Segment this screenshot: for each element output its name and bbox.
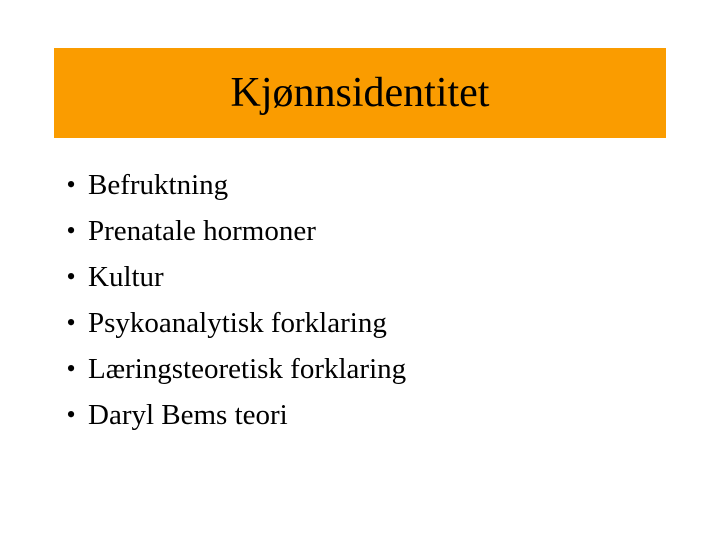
bullet-item <box>54 162 406 208</box>
bullet-text: Læringsteoretisk forklaring <box>88 352 407 385</box>
bullet-text: Befruktning <box>88 168 229 201</box>
bullet-text: Daryl Bems teori <box>88 398 288 431</box>
slide-title: Kjønnsidentitet <box>230 70 490 116</box>
bullet-item <box>54 254 406 300</box>
bullet-item <box>54 346 406 392</box>
bullet-icon: • <box>66 216 76 245</box>
bullet-icon: • <box>66 354 76 383</box>
bullet-item <box>54 300 406 346</box>
bullet-item <box>54 392 406 438</box>
bullet-icon: • <box>66 262 76 291</box>
bullet-text: Psykoanalytisk forklaring <box>88 306 387 339</box>
bullet-list <box>54 162 406 438</box>
bullet-text: Prenatale hormoner <box>88 214 316 247</box>
title-banner <box>54 48 666 138</box>
bullet-icon: • <box>66 400 76 429</box>
bullet-text: Kultur <box>88 260 164 293</box>
bullet-item <box>54 208 406 254</box>
bullet-icon: • <box>66 170 76 199</box>
bullet-icon: • <box>66 308 76 337</box>
